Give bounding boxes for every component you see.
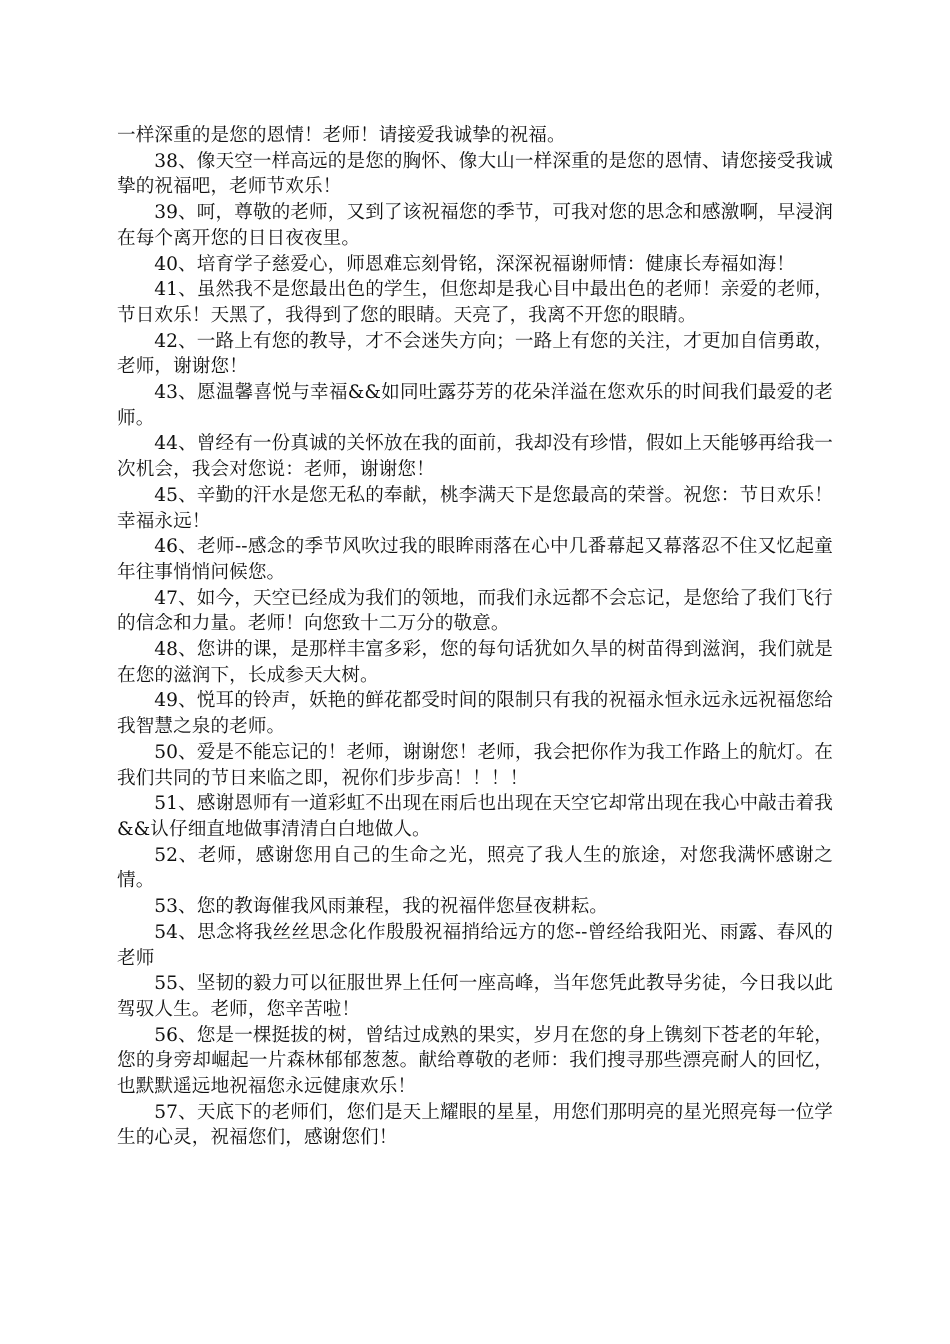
paragraph-56: 56、您是一棵挺拔的树，曾结过成熟的果实，岁月在您的身上镌刻下苍老的年轮，您的身旁却崛起一片森林郁郁葱葱。献给尊敬的老师：我们搜寻那些漂亮耐人的回忆，也默默遥远地祝福您永远健康欢乐！ <box>117 1024 833 1098</box>
paragraph-44: 44、曾经有一份真诚的关怀放在我的面前，我却没有珍惜，假如上天能够再给我一次机会，我会对您说：老师，谢谢您！ <box>117 433 833 481</box>
paragraph-49: 49、悦耳的铃声，妖艳的鲜花都受时间的限制只有我的祝福永恒永远永远祝福您给我智慧之泉的老师。 <box>117 690 833 738</box>
paragraph-40: 40、培育学子慈爱心，师恩难忘刻骨铭，深深祝福谢师情：健康长寿福如海！ <box>154 253 795 275</box>
paragraph-41: 41、虽然我不是您最出色的学生，但您却是我心目中最出色的老师！亲爱的老师，节日欢乐！天黑了，我得到了您的眼睛。天亮了，我离不开您的眼睛。 <box>117 279 833 326</box>
paragraph-55: 55、坚韧的毅力可以征服世界上任何一座高峰，当年您凭此教导劣徒，今日我以此驾驭人生。老师，您辛苦啦！ <box>117 973 833 1020</box>
paragraph-54: 54、思念将我丝丝思念化作殷殷祝福捎给远方的您--曾经给我阳光、雨露、春风的老师 <box>117 921 833 969</box>
paragraph-52: 52、老师，感谢您用自己的生命之光，照亮了我人生的旅途，对您我满怀感谢之情。 <box>117 844 833 892</box>
paragraph-43: 43、愿温馨喜悦与幸福&&如同吐露芬芳的花朵洋溢在您欢乐的时间我们最爱的老师。 <box>117 382 833 429</box>
document-body <box>117 123 833 1151</box>
paragraph-51: 51、感谢恩师有一道彩虹不出现在雨后也出现在天空它却常出现在我心中敲击着我&&认仔细直地做事清清白白地做人。 <box>117 793 833 840</box>
paragraph-continuation: 一样深重的是您的恩情！老师！请接爱我诚挚的祝福。 <box>117 125 566 146</box>
paragraph-39: 39、呵，尊敬的老师，又到了该祝福您的季节，可我对您的思念和感激啊，早浸润在每个离开您的日日夜夜里。 <box>117 202 833 249</box>
paragraph-48: 48、您讲的课，是那样丰富多彩，您的每句话犹如久旱的树苗得到滋润，我们就是在您的滋润下，长成参天大树。 <box>117 639 833 686</box>
paragraph-50: 50、爱是不能忘记的！老师，谢谢您！老师，我会把你作为我工作路上的航灯。在我们共同的节日来临之即，祝你们步步高！！！！ <box>117 741 833 789</box>
paragraph-47: 47、如今，天空已经成为我们的领地，而我们永远都不会忘记，是您给了我们飞行的信念和力量。老师！向您致十二万分的敬意。 <box>117 587 833 635</box>
paragraph-53: 53、您的教诲催我风雨兼程，我的祝福伴您昼夜耕耘。 <box>154 896 609 918</box>
paragraph-46: 46、老师--感念的季节风吹过我的眼眸雨落在心中几番幕起又幕落忍不住又忆起童年往事悄悄问候您。 <box>117 536 833 583</box>
paragraph-57: 57、天底下的老师们，您们是天上耀眼的星星，用您们那明亮的星光照亮每一位学生的心灵，祝福您们，感谢您们！ <box>117 1101 833 1149</box>
paragraph-42: 42、一路上有您的教导，才不会迷失方向；一路上有您的关注，才更加自信勇敢，老师，谢谢您！ <box>117 330 833 378</box>
paragraph-38: 38、像天空一样高远的是您的胸怀、像大山一样深重的是您的恩情、请您接受我诚挚的祝福吧，老师节欢乐！ <box>117 150 833 198</box>
paragraph-45: 45、辛勤的汗水是您无私的奉献，桃李满天下是您最高的荣誉。祝您：节日欢乐！幸福永远！ <box>117 484 833 532</box>
